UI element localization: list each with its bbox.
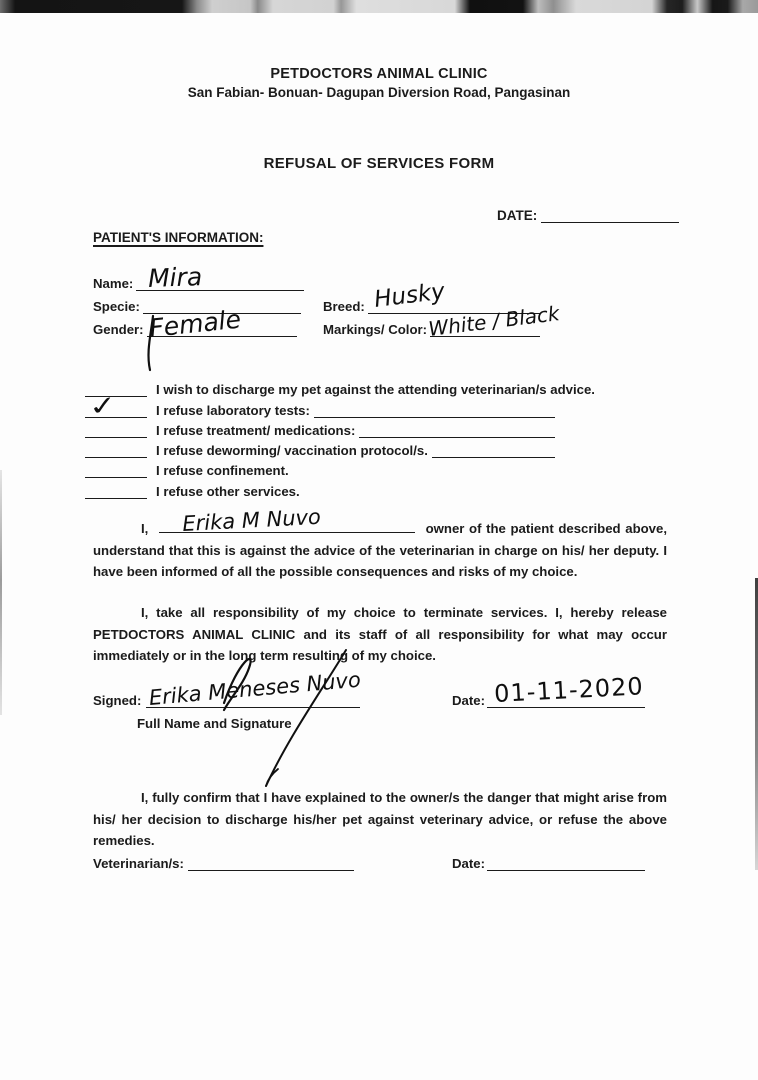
signed-row — [93, 667, 363, 710]
checkbox-blank-line — [85, 463, 147, 478]
top-date-blank-line — [541, 207, 679, 223]
signature-line — [146, 667, 363, 710]
refusal-option-text: I refuse confinement. — [156, 463, 289, 479]
field-name — [93, 262, 304, 293]
gender-handwritten-value: Female — [147, 304, 242, 343]
refusal-option-text: I refuse treatment/ medications: — [156, 422, 356, 438]
markings-handwritten-value: White / Black — [427, 301, 561, 341]
scan-artifact-strip — [0, 0, 758, 13]
field-breed — [323, 278, 540, 314]
detail-blank-line — [432, 443, 555, 458]
breed-line — [368, 278, 540, 314]
checkbox-blank-line — [85, 484, 147, 499]
signed-label: Signed: — [93, 693, 142, 708]
scan-edge-artifact-left — [0, 470, 2, 715]
refusal-option-text: I refuse other services. — [156, 483, 300, 499]
detail-blank-line — [359, 423, 555, 438]
breed-label: Breed: — [323, 299, 365, 314]
veterinarian-date-row — [452, 855, 645, 871]
refusal-option-text: I refuse deworming/ vaccination protocol/s. — [156, 443, 428, 459]
release-paragraph — [93, 602, 667, 667]
refusal-option-text: I refuse laboratory tests: — [156, 402, 310, 418]
veterinarian-date-blank-line — [487, 855, 645, 871]
refusal-option-text: I wish to discharge my pet against the attending veterinarian/s advice. — [156, 382, 595, 398]
checkbox-blank-line — [85, 389, 147, 422]
specie-label: Specie: — [93, 299, 140, 314]
top-date-row — [497, 207, 679, 223]
markings-label: Markings/ Color: — [323, 322, 428, 337]
refusal-option-discharge — [85, 377, 595, 398]
clinic-name: PETDOCTORS ANIMAL CLINIC — [270, 66, 488, 82]
owner-name-blank-line — [159, 505, 415, 537]
owner-declaration-text: owner of the patient described above, understand that this is against the advice of the veterinarian in charge on his/ her deputy. I have been informed of all the possible consequences and risks of my choice. — [93, 521, 668, 580]
detail-blank-line — [314, 403, 555, 418]
refusal-option-deworming — [85, 438, 555, 458]
name-line — [136, 262, 304, 293]
breed-handwritten-value: Husky — [372, 278, 447, 313]
gender-label: Gender: — [93, 322, 144, 337]
refusal-option-treatment — [85, 418, 555, 438]
signed-date-handwritten: 01-11-2020 — [493, 672, 645, 708]
veterinarian-date-label: Date: — [452, 856, 485, 871]
markings-line — [427, 301, 561, 341]
checkmark-icon: ✓ — [86, 389, 119, 422]
refusal-options-list — [85, 377, 595, 499]
name-handwritten-value: Mira — [147, 262, 203, 293]
patient-information-heading: PATIENT'S INFORMATION: — [93, 230, 264, 245]
top-date-label: DATE: — [497, 208, 538, 223]
owner-declaration-paragraph — [93, 505, 668, 583]
vet-confirmation-paragraph — [93, 787, 667, 852]
full-name-and-signature-label: Full Name and Signature — [137, 716, 292, 731]
checkbox-blank-line — [85, 423, 147, 438]
gender-line — [147, 304, 297, 343]
field-specie — [93, 299, 301, 314]
signed-date-label: Date: — [452, 693, 485, 708]
form-title: REFUSAL OF SERVICES FORM — [263, 155, 495, 172]
specie-line — [143, 299, 301, 314]
owner-name-handwritten: Erika M Nuvo — [181, 505, 322, 537]
owner-declaration-lead-in: I, — [141, 521, 149, 536]
release-paragraph-text: I, take all responsibility of my choice to terminate services. I, hereby release PETDOCTORS ANIMAL CLINIC and its staff of all responsibility for what may occur immediately or in the long term resulting of my choice. — [93, 605, 667, 664]
vet-confirmation-text: I, fully confirm that I have explained to the owner/s the danger that might arise from his/ her decision to discharge his/her pet against veterinary advice, or refuse the above remedies. — [93, 790, 667, 849]
veterinarian-row — [93, 855, 354, 871]
checkbox-blank-line — [85, 443, 147, 458]
name-label: Name: — [93, 276, 134, 291]
signature-descender-hook — [266, 769, 278, 786]
veterinarian-blank-line — [188, 855, 354, 871]
refusal-option-other-services — [85, 478, 555, 498]
signed-date-line — [487, 672, 645, 708]
clinic-address: San Fabian- Bonuan- Dagupan Diversion Road, Pangasinan — [187, 85, 571, 100]
veterinarian-label: Veterinarian/s: — [93, 856, 184, 871]
signed-date-row — [452, 672, 645, 708]
signature-handwritten: Erika Meneses Nuvo — [148, 667, 363, 710]
refusal-option-confinement — [85, 458, 555, 478]
